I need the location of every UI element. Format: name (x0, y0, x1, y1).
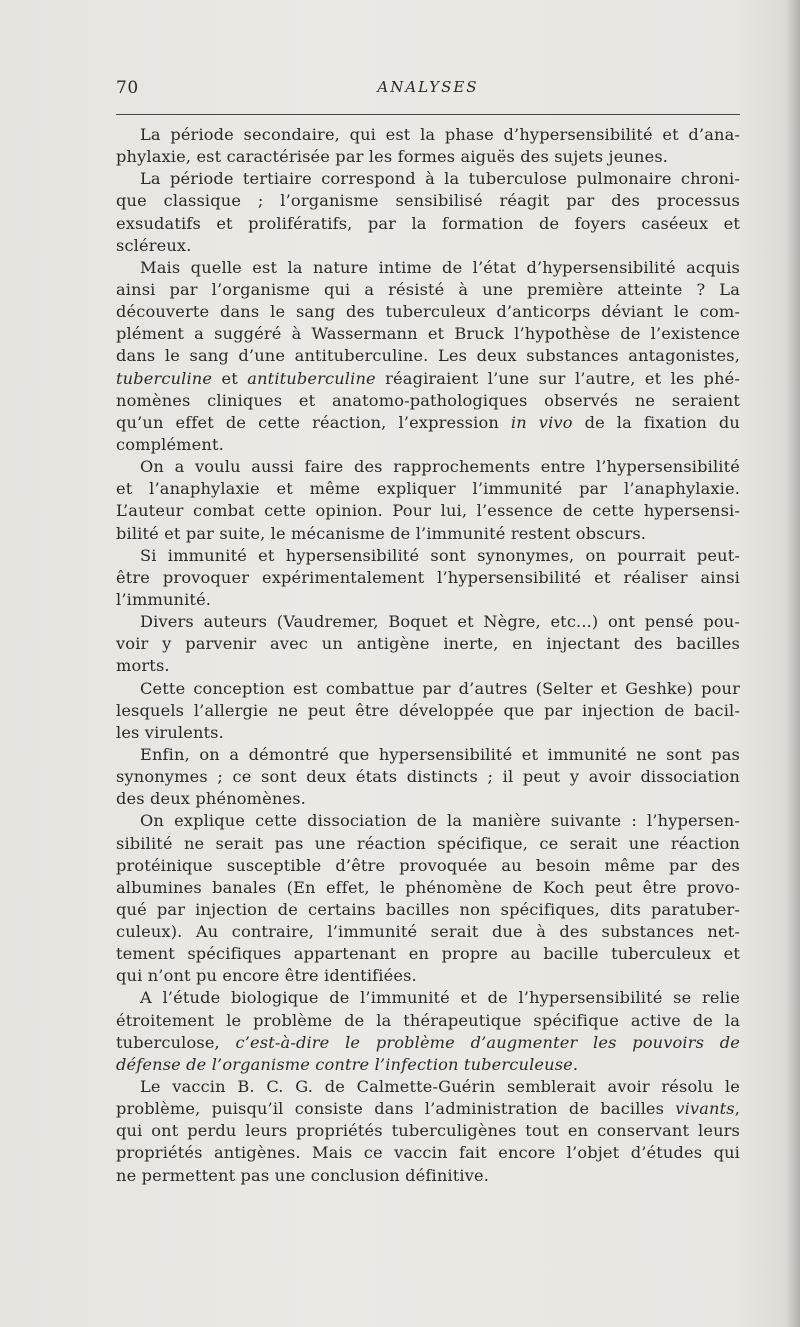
text-line: qu’un effet de cette réaction, l’expression in vivo de la fixation du (116, 412, 740, 432)
page-edge-shadow (786, 0, 800, 1327)
page-header (116, 76, 740, 102)
text-line: bilité et par suite, le mécanisme de l’immunité restent obscurs. (116, 523, 647, 543)
body-text (116, 124, 740, 1187)
text-line: culeux). Au contraire, l’immunité serait due à des substances net- (116, 922, 740, 942)
text-line: problème, puisqu’il consiste dans l’administration de bacilles vivants, (116, 1099, 740, 1119)
text-line: Le vaccin B. C. G. de Calmette-Guérin semblerait avoir résolu le (140, 1077, 740, 1097)
text-line: albumines banales (En effet, le phénomène de Koch peut être provo- (116, 877, 740, 897)
text-line: les virulents. (116, 722, 224, 742)
text-line: La période tertiaire correspond à la tuberculose pulmonaire chroni- (140, 169, 740, 189)
text-line: défense de l’organisme contre l’infection tuberculeuse. (116, 1054, 579, 1074)
text-line: synonymes ; ce sont deux états distincts ; il peut y avoir dissociation (116, 767, 740, 787)
text-line: Mais quelle est la nature intime de l’état d’hypersensibilité acquis (140, 257, 740, 277)
text-line: Enfin, on a démontré que hypersensibilité et immunité ne sont pas (140, 744, 740, 764)
text-line: protéinique susceptible d’être provoquée au besoin même par des (116, 855, 740, 875)
text-line: qué par injection de certains bacilles non spécifiques, dits paratuber- (116, 899, 740, 919)
text-line: ainsi par l’organisme qui a résisté à une première atteinte ? La (116, 279, 740, 299)
text-line: exsudatifs et prolifératifs, par la formation de foyers caséeux et (116, 213, 740, 233)
text-line: dans le sang d’une antituberculine. Les deux substances antagonistes, (116, 346, 740, 366)
text-line: Si immunité et hypersensibilité sont synonymes, on pourrait peut- (140, 545, 740, 565)
text-line: voir y parvenir avec un antigène inerte, en injectant des bacilles (116, 634, 740, 654)
text-line: A l’étude biologique de l’immunité et de l’hypersensibilité se relie (140, 988, 740, 1008)
text-line: que classique ; l’organisme sensibilisé réagit par des processus (116, 191, 740, 211)
text-line: tuberculine et antituberculine réagiraient l’une sur l’autre, et les phé- (116, 368, 740, 388)
text-line: scléreux. (116, 235, 192, 255)
text-line: L’auteur combat cette opinion. Pour lui, l’essence de cette hypersensi- (116, 501, 740, 521)
text-line: nomènes cliniques et anatomo-pathologiques observés ne seraient (116, 390, 740, 410)
text-line: Cette conception est combattue par d’autres (Selter et Geshke) pour (140, 678, 740, 698)
text-line: ne permettent pas une conclusion définitive. (116, 1165, 490, 1185)
text-line: phylaxie, est caractérisée par les formes aiguës des sujets jeunes. (116, 147, 669, 167)
text-line: des deux phénomènes. (116, 789, 306, 809)
running-title: ANALYSES (377, 78, 479, 96)
text-line: tuberculose, c’est-à-dire le problème d’augmenter les pouvoirs de (116, 1032, 741, 1052)
header-rule (116, 114, 740, 115)
text-line: être provoquer expérimentalement l’hypersensibilité et réaliser ainsi (116, 567, 740, 587)
text-line: Divers auteurs (Vaudremer, Boquet et Nègre, etc...) ont pensé pou- (140, 612, 740, 632)
text-line: La période secondaire, qui est la phase d’hypersensibilité et d’ana- (140, 125, 740, 144)
text-line: On a voulu aussi faire des rapprochements entre l’hypersensibilité (140, 457, 740, 477)
text-line: étroitement le problème de la thérapeutique spécifique active de la (116, 1010, 740, 1030)
text-line: sibilité ne serait pas une réaction spécifique, ce serait une réaction (116, 833, 740, 853)
text-line: propriétés antigènes. Mais ce vaccin fait encore l’objet d’études qui (116, 1143, 740, 1163)
text-line: tement spécifiques appartenant en propre au bacille tuberculeux et (116, 944, 740, 964)
text-line: lesquels l’allergie ne peut être développée que par injection de bacil- (116, 700, 740, 720)
text-line: On explique cette dissociation de la manière suivante : l’hypersen- (140, 811, 740, 831)
text-line: et l’anaphylaxie et même expliquer l’immunité par l’anaphylaxie. (116, 479, 740, 499)
text-line: l’immunité. (116, 589, 212, 609)
text-line: qui ont perdu leurs propriétés tuberculigènes tout en conservant leurs (116, 1121, 740, 1141)
text-line: qui n’ont pu encore être identifiées. (116, 966, 417, 986)
text-line: complément. (116, 434, 224, 454)
text-line: morts. (116, 656, 170, 676)
text-line: plément a suggéré à Wassermann et Bruck l’hypothèse de l’existence (116, 324, 740, 344)
page-number: 70 (116, 78, 139, 98)
text-line: découverte dans le sang des tuberculeux d’anticorps déviant le com- (116, 302, 740, 322)
